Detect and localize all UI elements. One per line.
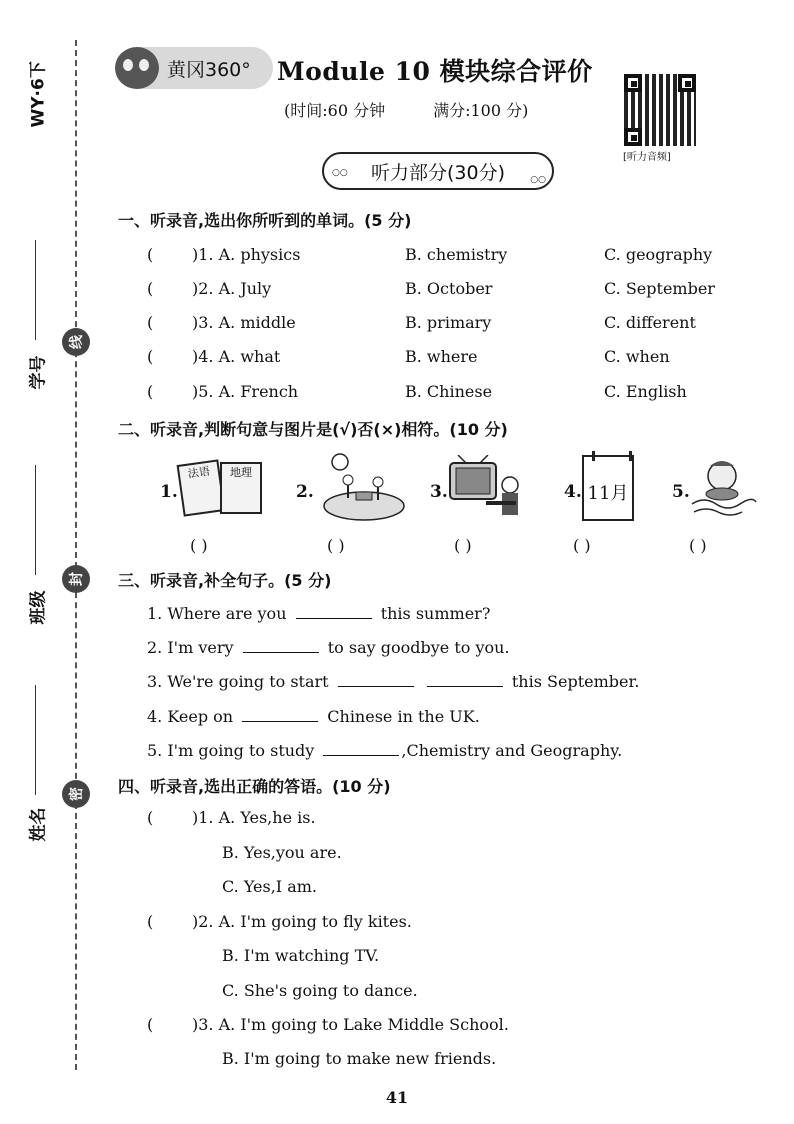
answer-paren[interactable]: ( [147, 1015, 154, 1034]
calendar-month: 11月 [587, 483, 629, 504]
part4-heading: 四、听录音,选出正确的答语。(10 分) [118, 777, 391, 796]
calendar-picture-icon [582, 455, 634, 521]
part1-heading: 一、听录音,选出你所听到的单词。(5 分) [118, 211, 412, 230]
name-field[interactable] [35, 685, 36, 795]
option-b: B. I'm going to make new friends. [222, 1049, 497, 1068]
sentence-start: 4. Keep on [147, 707, 234, 726]
option-a: )2. A. July [192, 279, 272, 298]
part3-heading: 三、听录音,补全句子。(5 分) [118, 571, 332, 590]
book-french-icon [177, 459, 226, 516]
cut-line [75, 40, 77, 1070]
answer-paren[interactable]: ( ) [190, 536, 208, 555]
option-c: C. when [604, 347, 670, 366]
option-a: )5. A. French [192, 382, 299, 401]
exam-info [284, 98, 528, 121]
answer-paren[interactable]: ( [147, 313, 154, 332]
option-b: B. where [405, 347, 478, 366]
part2-heading: 二、听录音,判断句意与图片是(√)否(×)相符。(10 分) [118, 420, 508, 439]
option-c: C. different [604, 313, 696, 332]
picture-number: 1. [160, 482, 178, 502]
binding-strip [0, 0, 100, 1124]
book-geography-icon [220, 462, 262, 514]
answer-paren[interactable]: ( [147, 347, 154, 366]
option-c: C. Yes,I am. [222, 877, 317, 896]
picture-number: 5. [672, 482, 690, 502]
option-b: B. October [405, 279, 493, 298]
option-b: B. Chinese [405, 382, 493, 401]
option-a: )4. A. what [192, 347, 281, 366]
swimming-boy-picture-icon [688, 452, 758, 524]
full-score: 满分:100 分) [433, 101, 529, 120]
page-title: Module 10 模块综合评价 [277, 57, 593, 86]
answer-paren[interactable]: ( [147, 808, 154, 827]
answer-paren[interactable]: ( [147, 382, 154, 401]
answer-paren[interactable]: ( ) [689, 536, 707, 555]
fill-sentence [147, 636, 510, 657]
grade-mark: WY·6下 [28, 61, 49, 128]
sentence-end: ,Chemistry and Geography. [401, 741, 623, 760]
seal-secret: 密 [62, 780, 90, 808]
blank-input[interactable] [323, 739, 399, 756]
mascot-logo-icon [115, 47, 159, 89]
answer-paren[interactable]: ( ) [454, 536, 472, 555]
page-number: 41 [385, 1088, 409, 1107]
fill-sentence [147, 670, 639, 691]
option-a: )3. A. I'm going to Lake Middle School. [192, 1015, 509, 1034]
qr-code-icon[interactable] [624, 74, 696, 146]
answer-paren[interactable]: ( [147, 245, 154, 264]
name-label: 姓名 [28, 807, 49, 842]
time-limit: (时间:60 分钟 [284, 101, 386, 120]
option-b: B. chemistry [405, 245, 508, 264]
tv-picture-icon [446, 455, 526, 521]
listening-section-banner: ○○ 听力部分(30分) ○○ [322, 152, 554, 190]
blank-input[interactable] [296, 602, 372, 619]
sentence-end: this summer? [380, 604, 491, 623]
option-b: B. primary [405, 313, 492, 332]
fill-sentence [147, 739, 622, 760]
option-a: )1. A. physics [192, 245, 301, 264]
brand-label: 黄冈360° [167, 58, 251, 81]
picture-number: 4. [564, 482, 582, 502]
option-a: )1. A. Yes,he is. [192, 808, 316, 827]
answer-paren[interactable]: ( [147, 279, 154, 298]
blank-input[interactable] [242, 705, 318, 722]
student-id-label: 学号 [28, 355, 49, 390]
brand-badge [117, 47, 273, 89]
answer-paren[interactable]: ( ) [327, 536, 345, 555]
option-b: B. I'm watching TV. [222, 946, 380, 965]
sentence-start: 2. I'm very [147, 638, 234, 657]
sentence-start: 1. Where are you [147, 604, 287, 623]
answer-paren[interactable]: ( [147, 912, 154, 931]
sentence-start: 3. We're going to start [147, 672, 329, 691]
qr-label: [听力音频] [623, 152, 671, 163]
option-c: C. She's going to dance. [222, 981, 418, 1000]
fill-sentence [147, 705, 480, 726]
answer-paren[interactable]: ( ) [573, 536, 591, 555]
seal-seal: 封 [62, 565, 90, 593]
picture-number: 2. [296, 482, 314, 502]
blank-input[interactable] [427, 670, 503, 687]
blank-input[interactable] [243, 636, 319, 653]
picture-number: 3. [430, 482, 448, 502]
option-c: C. English [604, 382, 687, 401]
sentence-end: Chinese in the UK. [327, 707, 480, 726]
option-a: )3. A. middle [192, 313, 296, 332]
class-field[interactable] [35, 465, 36, 575]
option-c: C. September [604, 279, 715, 298]
option-c: C. geography [604, 245, 713, 264]
book-label: 地理 [230, 466, 252, 479]
student-id-field[interactable] [35, 240, 36, 340]
blank-input[interactable] [338, 670, 414, 687]
option-b: B. Yes,you are. [222, 843, 342, 862]
section-banner-label: 听力部分(30分) [370, 161, 505, 184]
kids-playing-picture-icon [318, 452, 406, 524]
sentence-end: to say goodbye to you. [327, 638, 510, 657]
class-label: 班级 [28, 590, 49, 625]
fill-sentence [147, 602, 490, 623]
book-label: 法语 [187, 464, 211, 481]
sentence-end: this September. [511, 672, 640, 691]
seal-line: 线 [62, 328, 90, 356]
sentence-start: 5. I'm going to study [147, 741, 315, 760]
option-a: )2. A. I'm going to fly kites. [192, 912, 412, 931]
